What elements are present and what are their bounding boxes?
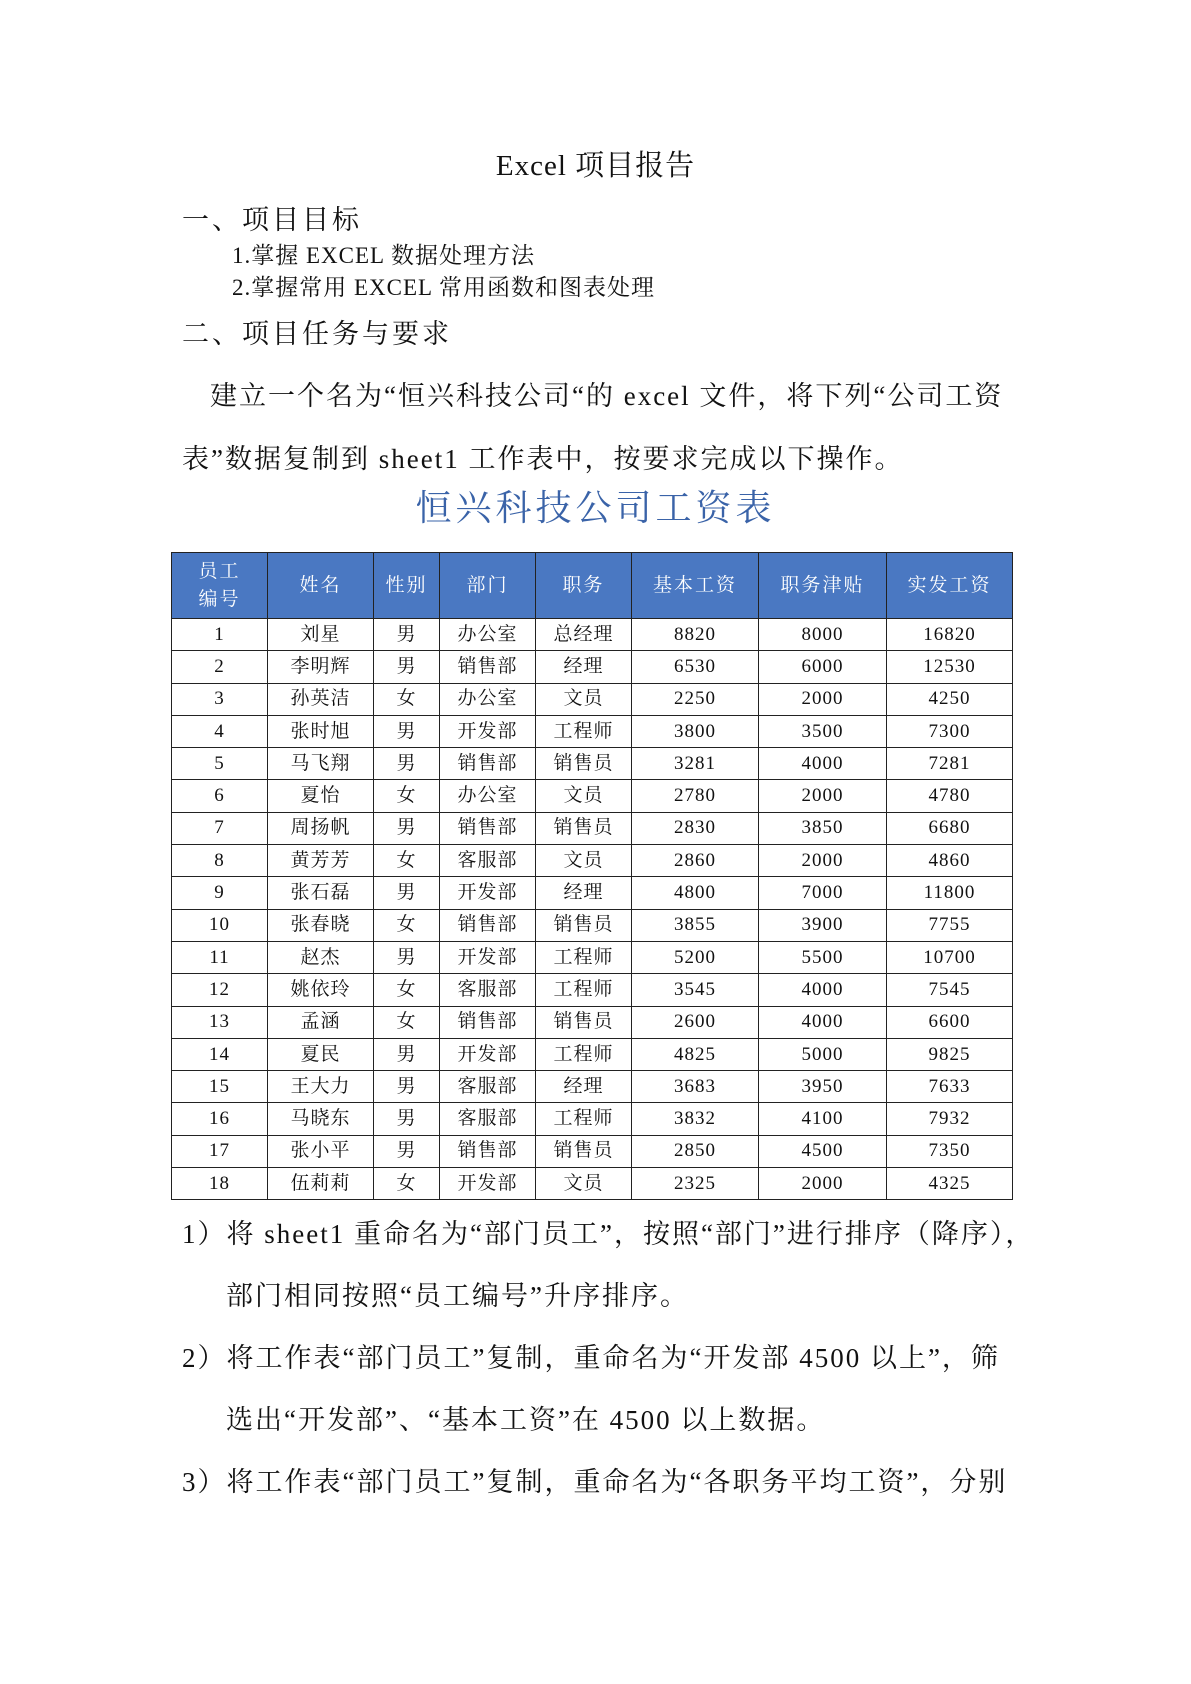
requirement-1-line1: 1）将 sheet1 重命名为“部门员工”，按照“部门”进行排序（降序）， — [182, 1219, 1035, 1249]
cell-gender: 男 — [374, 1103, 440, 1135]
table-row — [172, 683, 1013, 715]
header-gender: 性别 — [374, 553, 440, 619]
cell-base-salary: 3855 — [632, 909, 759, 941]
cell-position: 总经理 — [536, 619, 632, 651]
cell-position: 工程师 — [536, 974, 632, 1006]
goal-item-1: 1.掌握 EXCEL 数据处理方法 — [232, 243, 535, 268]
header-position: 职务 — [536, 553, 632, 619]
table-row — [172, 1135, 1013, 1167]
cell-net-salary: 4860 — [887, 845, 1013, 877]
cell-department: 销售部 — [440, 651, 536, 683]
cell-name: 赵杰 — [268, 941, 374, 973]
cell-position: 工程师 — [536, 941, 632, 973]
cell-gender: 女 — [374, 780, 440, 812]
cell-position: 文员 — [536, 683, 632, 715]
cell-department: 开发部 — [440, 1168, 536, 1200]
cell-base-salary: 2250 — [632, 683, 759, 715]
cell-employee-id: 3 — [172, 683, 268, 715]
cell-base-salary: 2850 — [632, 1135, 759, 1167]
cell-base-salary: 8820 — [632, 619, 759, 651]
cell-name: 夏民 — [268, 1038, 374, 1070]
cell-net-salary: 7755 — [887, 909, 1013, 941]
cell-position: 文员 — [536, 845, 632, 877]
cell-gender: 男 — [374, 877, 440, 909]
cell-gender: 女 — [374, 909, 440, 941]
requirement-1-line2: 部门相同按照“员工编号”升序排序。 — [226, 1281, 689, 1311]
requirement-2-line1: 2）将工作表“部门员工”复制，重命名为“开发部 4500 以上”，筛 — [182, 1343, 1000, 1373]
header-department: 部门 — [440, 553, 536, 619]
cell-allowance: 2000 — [759, 845, 887, 877]
document-title: Excel 项目报告 — [495, 150, 696, 182]
cell-name: 张春晓 — [268, 909, 374, 941]
cell-employee-id: 8 — [172, 845, 268, 877]
cell-allowance: 8000 — [759, 619, 887, 651]
requirement-2-line2: 选出“开发部”、“基本工资”在 4500 以上数据。 — [226, 1405, 826, 1435]
cell-net-salary: 16820 — [887, 619, 1013, 651]
cell-name: 马晓东 — [268, 1103, 374, 1135]
cell-net-salary: 7281 — [887, 748, 1013, 780]
cell-department: 办公室 — [440, 619, 536, 651]
cell-allowance: 4000 — [759, 748, 887, 780]
cell-department: 开发部 — [440, 941, 536, 973]
section1-heading: 一、项目目标 — [182, 205, 362, 235]
cell-name: 马飞翔 — [268, 748, 374, 780]
table-row — [172, 651, 1013, 683]
cell-name: 张时旭 — [268, 715, 374, 747]
cell-position: 经理 — [536, 877, 632, 909]
cell-allowance: 2000 — [759, 1168, 887, 1200]
cell-allowance: 4100 — [759, 1103, 887, 1135]
cell-employee-id: 2 — [172, 651, 268, 683]
cell-allowance: 2000 — [759, 683, 887, 715]
cell-employee-id: 12 — [172, 974, 268, 1006]
cell-department: 办公室 — [440, 683, 536, 715]
cell-department: 客服部 — [440, 974, 536, 1006]
cell-gender: 女 — [374, 683, 440, 715]
cell-net-salary: 9825 — [887, 1038, 1013, 1070]
cell-gender: 男 — [374, 651, 440, 683]
cell-employee-id: 7 — [172, 812, 268, 844]
cell-base-salary: 3800 — [632, 715, 759, 747]
cell-employee-id: 4 — [172, 715, 268, 747]
table-row — [172, 812, 1013, 844]
salary-table — [171, 552, 1013, 1200]
cell-base-salary: 2780 — [632, 780, 759, 812]
cell-base-salary: 6530 — [632, 651, 759, 683]
cell-allowance: 3950 — [759, 1071, 887, 1103]
cell-gender: 男 — [374, 812, 440, 844]
cell-position: 销售员 — [536, 1006, 632, 1038]
cell-allowance: 4000 — [759, 1006, 887, 1038]
cell-net-salary: 11800 — [887, 877, 1013, 909]
cell-department: 销售部 — [440, 812, 536, 844]
section2-heading: 二、项目任务与要求 — [182, 319, 452, 349]
table-row — [172, 1006, 1013, 1038]
table-title: 恒兴科技公司工资表 — [415, 488, 776, 528]
cell-net-salary: 12530 — [887, 651, 1013, 683]
cell-gender: 女 — [374, 1006, 440, 1038]
cell-base-salary: 3545 — [632, 974, 759, 1006]
cell-base-salary: 3832 — [632, 1103, 759, 1135]
table-row — [172, 845, 1013, 877]
cell-net-salary: 10700 — [887, 941, 1013, 973]
cell-net-salary: 6680 — [887, 812, 1013, 844]
cell-base-salary: 3281 — [632, 748, 759, 780]
cell-department: 开发部 — [440, 715, 536, 747]
requirement-3-line1: 3）将工作表“部门员工”复制，重命名为“各职务平均工资”，分别 — [182, 1467, 1008, 1497]
cell-name: 张小平 — [268, 1135, 374, 1167]
cell-gender: 男 — [374, 941, 440, 973]
cell-department: 开发部 — [440, 1038, 536, 1070]
cell-employee-id: 5 — [172, 748, 268, 780]
cell-position: 经理 — [536, 651, 632, 683]
cell-allowance: 4500 — [759, 1135, 887, 1167]
cell-base-salary: 4825 — [632, 1038, 759, 1070]
cell-net-salary: 7300 — [887, 715, 1013, 747]
cell-gender: 女 — [374, 845, 440, 877]
cell-department: 办公室 — [440, 780, 536, 812]
cell-position: 工程师 — [536, 1103, 632, 1135]
cell-allowance: 6000 — [759, 651, 887, 683]
table-row — [172, 715, 1013, 747]
cell-gender: 男 — [374, 748, 440, 780]
cell-base-salary: 2860 — [632, 845, 759, 877]
cell-name: 孟涵 — [268, 1006, 374, 1038]
cell-name: 周扬帆 — [268, 812, 374, 844]
cell-net-salary: 4780 — [887, 780, 1013, 812]
cell-position: 销售员 — [536, 909, 632, 941]
cell-base-salary: 5200 — [632, 941, 759, 973]
cell-department: 销售部 — [440, 1135, 536, 1167]
cell-position: 销售员 — [536, 812, 632, 844]
cell-net-salary: 4325 — [887, 1168, 1013, 1200]
cell-allowance: 7000 — [759, 877, 887, 909]
cell-net-salary: 4250 — [887, 683, 1013, 715]
cell-department: 销售部 — [440, 748, 536, 780]
cell-gender: 男 — [374, 1135, 440, 1167]
cell-department: 开发部 — [440, 877, 536, 909]
cell-name: 黄芳芳 — [268, 845, 374, 877]
cell-name: 张石磊 — [268, 877, 374, 909]
cell-gender: 男 — [374, 715, 440, 747]
table-row — [172, 748, 1013, 780]
cell-net-salary: 7932 — [887, 1103, 1013, 1135]
cell-employee-id: 13 — [172, 1006, 268, 1038]
cell-name: 李明辉 — [268, 651, 374, 683]
cell-base-salary: 3683 — [632, 1071, 759, 1103]
cell-gender: 男 — [374, 619, 440, 651]
cell-name: 伍莉莉 — [268, 1168, 374, 1200]
cell-department: 销售部 — [440, 1006, 536, 1038]
cell-gender: 女 — [374, 1168, 440, 1200]
cell-allowance: 3500 — [759, 715, 887, 747]
header-base-salary: 基本工资 — [632, 553, 759, 619]
goal-item-2: 2.掌握常用 EXCEL 常用函数和图表处理 — [232, 275, 655, 300]
cell-base-salary: 2325 — [632, 1168, 759, 1200]
cell-net-salary: 7545 — [887, 974, 1013, 1006]
cell-employee-id: 18 — [172, 1168, 268, 1200]
cell-employee-id: 14 — [172, 1038, 268, 1070]
header-name: 姓名 — [268, 553, 374, 619]
cell-position: 工程师 — [536, 1038, 632, 1070]
cell-department: 客服部 — [440, 1071, 536, 1103]
cell-position: 经理 — [536, 1071, 632, 1103]
cell-name: 孙英洁 — [268, 683, 374, 715]
table-header-row — [172, 553, 1013, 619]
cell-allowance: 5500 — [759, 941, 887, 973]
cell-allowance: 4000 — [759, 974, 887, 1006]
task-paragraph-line2: 表”数据复制到 sheet1 工作表中，按要求完成以下操作。 — [182, 444, 904, 474]
task-paragraph-line1: 建立一个名为“恒兴科技公司“的 excel 文件，将下列“公司工资 — [210, 381, 1004, 411]
cell-employee-id: 11 — [172, 941, 268, 973]
cell-name: 王大力 — [268, 1071, 374, 1103]
cell-position: 销售员 — [536, 748, 632, 780]
cell-base-salary: 2600 — [632, 1006, 759, 1038]
cell-employee-id: 17 — [172, 1135, 268, 1167]
cell-employee-id: 9 — [172, 877, 268, 909]
table-row — [172, 1071, 1013, 1103]
cell-gender: 女 — [374, 974, 440, 1006]
cell-net-salary: 6600 — [887, 1006, 1013, 1038]
cell-department: 客服部 — [440, 845, 536, 877]
cell-position: 工程师 — [536, 715, 632, 747]
header-net-salary: 实发工资 — [887, 553, 1013, 619]
table-row — [172, 619, 1013, 651]
cell-name: 姚依玲 — [268, 974, 374, 1006]
cell-position: 文员 — [536, 1168, 632, 1200]
cell-department: 销售部 — [440, 909, 536, 941]
table-row — [172, 877, 1013, 909]
table-row — [172, 974, 1013, 1006]
table-row — [172, 1168, 1013, 1200]
cell-base-salary: 2830 — [632, 812, 759, 844]
table-row — [172, 1103, 1013, 1135]
cell-allowance: 3900 — [759, 909, 887, 941]
cell-employee-id: 15 — [172, 1071, 268, 1103]
header-employee-id: 员工编号 — [172, 553, 268, 619]
cell-gender: 男 — [374, 1038, 440, 1070]
cell-position: 销售员 — [536, 1135, 632, 1167]
cell-allowance: 2000 — [759, 780, 887, 812]
cell-position: 文员 — [536, 780, 632, 812]
cell-allowance: 5000 — [759, 1038, 887, 1070]
cell-employee-id: 16 — [172, 1103, 268, 1135]
cell-allowance: 3850 — [759, 812, 887, 844]
cell-name: 刘星 — [268, 619, 374, 651]
table-row — [172, 780, 1013, 812]
table-row — [172, 1038, 1013, 1070]
cell-base-salary: 4800 — [632, 877, 759, 909]
cell-gender: 男 — [374, 1071, 440, 1103]
cell-net-salary: 7350 — [887, 1135, 1013, 1167]
table-row — [172, 909, 1013, 941]
cell-employee-id: 10 — [172, 909, 268, 941]
cell-name: 夏怡 — [268, 780, 374, 812]
cell-net-salary: 7633 — [887, 1071, 1013, 1103]
cell-employee-id: 6 — [172, 780, 268, 812]
header-allowance: 职务津贴 — [759, 553, 887, 619]
cell-employee-id: 1 — [172, 619, 268, 651]
table-row — [172, 941, 1013, 973]
cell-department: 客服部 — [440, 1103, 536, 1135]
